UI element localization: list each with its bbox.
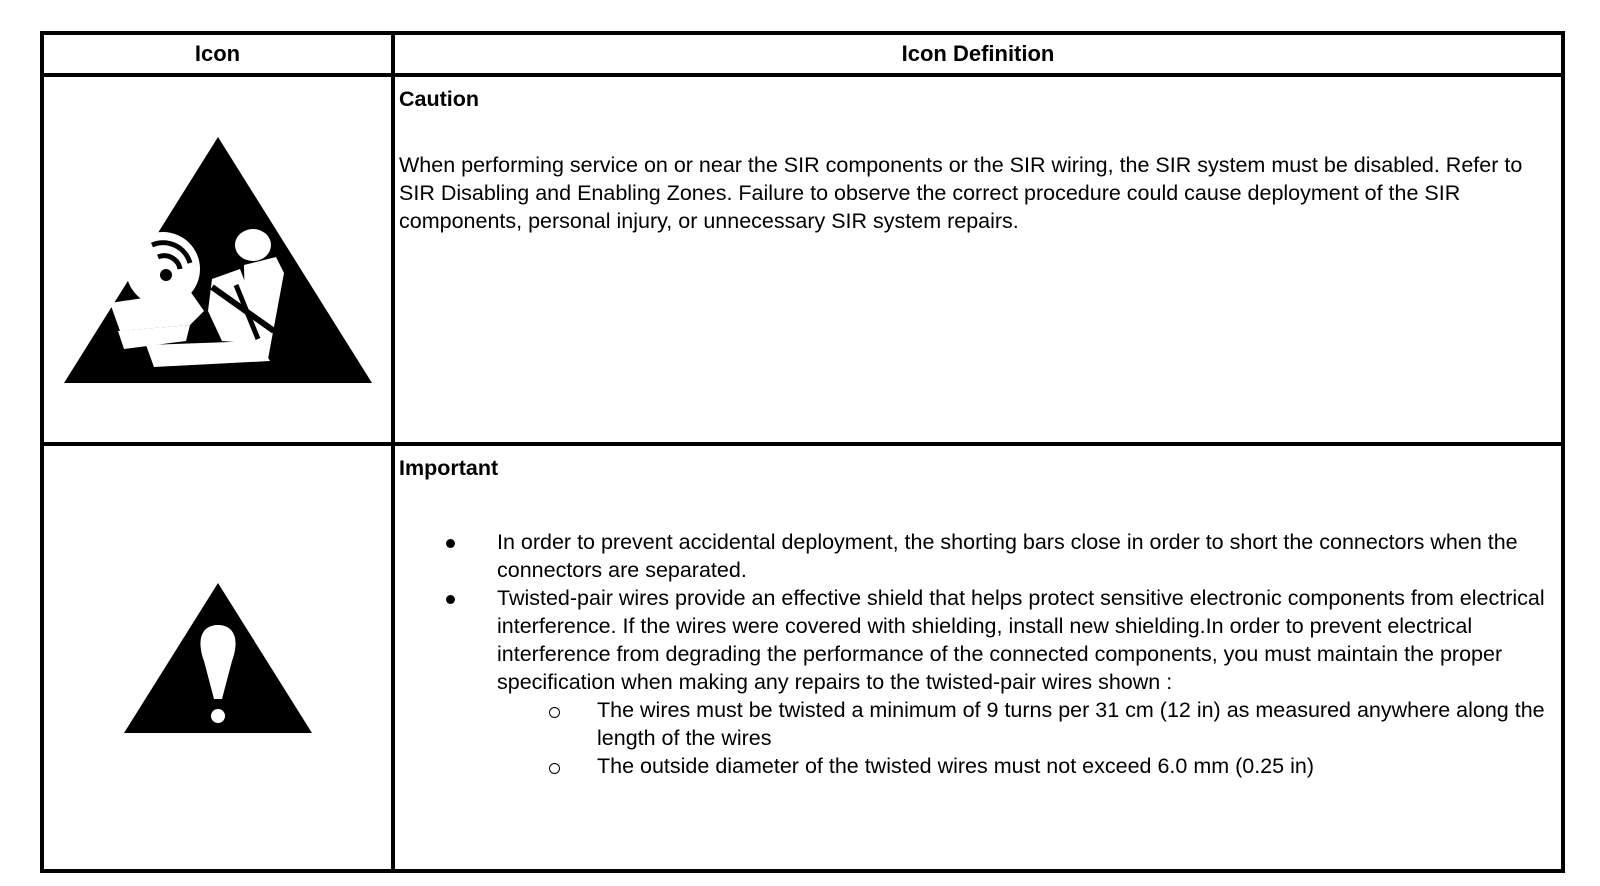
caution-icon-cell [44, 77, 391, 442]
sub-bullet-item: The wires must be twisted a minimum of 9 turns per 31 cm (12 in) as measured anywhere along the length of the wires [497, 696, 1559, 752]
sub-bullet-item: The outside diameter of the twisted wires must not exceed 6.0 mm (0.25 in) [497, 752, 1559, 780]
definition-column-header: Icon Definition [901, 41, 1055, 66]
column-divider [391, 35, 395, 869]
bullet-item-text: Twisted-pair wires provide an effective shield that helps protect sensitive electronic components from electrical interference. If the wires were covered with shielding, install new shielding.In order to prevent electrical interference from degrading the performance of the connected components, you must maintain the proper specification when making any repairs to the twisted-pair wires shown : [497, 586, 1545, 694]
important-icon-cell [44, 446, 391, 869]
caution-text: When performing service on or near the SIR components or the SIR wiring, the SIR system must be disabled. Refer to SIR Disabling and Enabling Zones. Failure to observe the correct procedure could cause deployment of the SIR components, personal injury, or unnecessary SIR system repairs. [399, 153, 1523, 233]
important-bullet-list [399, 528, 1559, 780]
caution-definition-cell [399, 85, 1559, 235]
airbag-warning-icon [62, 135, 374, 385]
bullet-item: In order to prevent accidental deployment, the shorting bars close in order to short the connectors when the connectors are separated. [399, 528, 1559, 584]
icon-definition-table [40, 31, 1565, 873]
sub-bullet-list [497, 696, 1559, 780]
bullet-item [399, 584, 1559, 780]
exclamation-warning-icon [122, 581, 314, 735]
caution-title: Caution [399, 87, 480, 111]
icon-column-header: Icon [194, 41, 241, 66]
important-definition-cell [399, 454, 1559, 780]
important-title: Important [399, 456, 499, 480]
